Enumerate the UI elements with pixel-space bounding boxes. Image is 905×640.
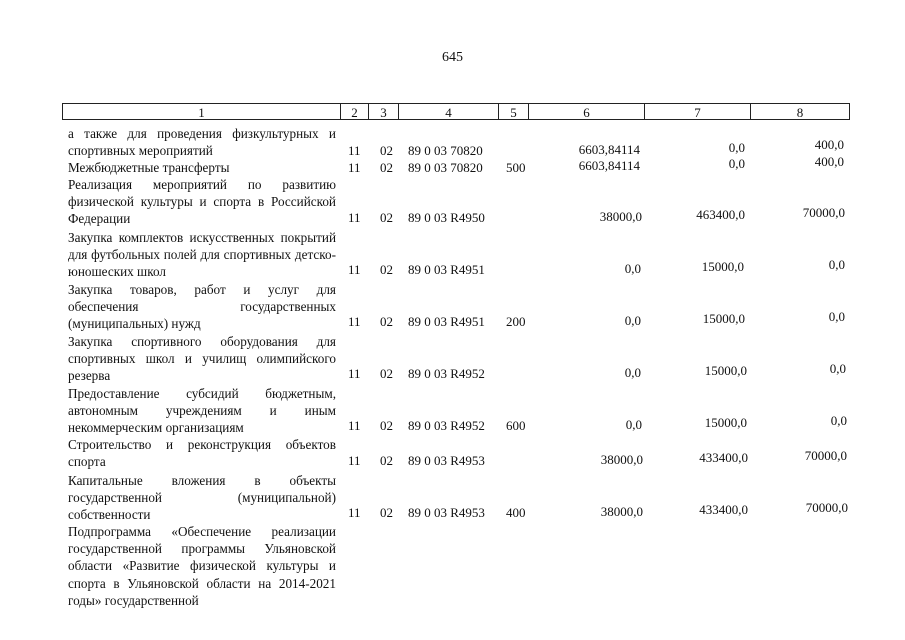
row-section: 11 bbox=[348, 418, 361, 433]
row-description: Строительство и реконструкция объектов спорта bbox=[68, 437, 336, 470]
row-expense-type: 600 bbox=[506, 418, 526, 433]
row-section: 11 bbox=[348, 366, 361, 381]
row-target-code: 89 0 03 R4953 bbox=[408, 505, 485, 520]
row-description: Подпрограмма «Обеспечение реализации государственной программы Ульяновской области «Развитие физической культуры и спорта в Ульяновской области на 2014-2021 годы» государственной bbox=[68, 524, 336, 608]
row-subsection: 02 bbox=[380, 314, 393, 329]
row-value-7: 0,0 bbox=[728, 156, 745, 171]
row-target-code: 89 0 03 R4950 bbox=[408, 210, 485, 225]
row-subsection: 02 bbox=[380, 262, 393, 277]
row-expense-type: 500 bbox=[506, 160, 526, 175]
row-value-7: 433400,0 bbox=[699, 450, 748, 465]
row-section: 11 bbox=[348, 262, 361, 277]
row-value-7: 463400,0 bbox=[696, 207, 745, 222]
row-value-6: 0,0 bbox=[624, 261, 641, 276]
header-col-1: 1 bbox=[62, 103, 340, 120]
row-section: 11 bbox=[348, 210, 361, 225]
row-description: Межбюджетные трансферты bbox=[68, 160, 230, 175]
row-target-code: 89 0 03 70820 bbox=[408, 143, 483, 158]
row-value-6: 6603,84114 bbox=[578, 142, 640, 157]
row-subsection: 02 bbox=[380, 453, 393, 468]
row-description: Капитальные вложения в объекты государственной (муниципальной) собственности bbox=[68, 473, 336, 523]
row-value-8: 0,0 bbox=[829, 361, 846, 376]
row-value-6: 0,0 bbox=[624, 313, 641, 328]
row-value-6: 38000,0 bbox=[600, 452, 643, 467]
row-value-7: 433400,0 bbox=[699, 502, 748, 517]
row-value-6: 0,0 bbox=[625, 417, 642, 432]
header-col-2: 2 bbox=[340, 103, 368, 120]
row-value-8: 0,0 bbox=[828, 309, 845, 324]
header-col-8: 8 bbox=[750, 103, 850, 120]
row-value-7: 15000,0 bbox=[704, 363, 747, 378]
row-target-code: 89 0 03 R4951 bbox=[408, 262, 485, 277]
row-target-code: 89 0 03 R4951 bbox=[408, 314, 485, 329]
row-value-7: 15000,0 bbox=[701, 259, 744, 274]
row-target-code: 89 0 03 70820 bbox=[408, 160, 483, 175]
row-subsection: 02 bbox=[380, 160, 393, 175]
row-value-8: 70000,0 bbox=[802, 205, 845, 220]
row-value-6: 38000,0 bbox=[600, 504, 643, 519]
row-section: 11 bbox=[348, 143, 361, 158]
row-description: Закупка товаров, работ и услуг для обеспечения государственных (муниципальных) нужд bbox=[68, 282, 336, 332]
row-value-6: 0,0 bbox=[624, 365, 641, 380]
row-subsection: 02 bbox=[380, 143, 393, 158]
row-section: 11 bbox=[348, 314, 361, 329]
page-number: 645 bbox=[442, 50, 463, 65]
row-subsection: 02 bbox=[380, 366, 393, 381]
row-expense-type: 400 bbox=[506, 505, 526, 520]
row-target-code: 89 0 03 R4952 bbox=[408, 366, 485, 381]
row-description: а также для проведения физкультурных и спортивных мероприятий bbox=[68, 126, 336, 159]
row-target-code: 89 0 03 R4953 bbox=[408, 453, 485, 468]
row-description: Реализация мероприятий по развитию физической культуры и спорта в Российской Федерации bbox=[68, 177, 336, 227]
row-value-7: 15000,0 bbox=[704, 415, 747, 430]
header-col-4: 4 bbox=[398, 103, 498, 120]
row-expense-type: 200 bbox=[506, 314, 526, 329]
row-value-8: 0,0 bbox=[830, 413, 847, 428]
row-value-8: 70000,0 bbox=[805, 500, 848, 515]
row-value-8: 400,0 bbox=[814, 137, 844, 152]
header-col-5: 5 bbox=[498, 103, 528, 120]
row-description: Закупка спортивного оборудования для спортивных школ и училищ олимпийского резерва bbox=[68, 334, 336, 384]
row-subsection: 02 bbox=[380, 418, 393, 433]
row-value-8: 0,0 bbox=[828, 257, 845, 272]
row-description: Предоставление субсидий бюджетным, автономным учреждениям и иным некоммерческим организациям bbox=[68, 386, 336, 436]
row-value-7: 0,0 bbox=[728, 140, 745, 155]
row-value-7: 15000,0 bbox=[702, 311, 745, 326]
row-subsection: 02 bbox=[380, 505, 393, 520]
row-section: 11 bbox=[348, 160, 361, 175]
row-value-8: 70000,0 bbox=[804, 448, 847, 463]
table-header bbox=[0, 103, 905, 121]
row-section: 11 bbox=[348, 505, 361, 520]
header-col-3: 3 bbox=[368, 103, 398, 120]
header-col-7: 7 bbox=[644, 103, 750, 120]
row-value-6: 38000,0 bbox=[599, 209, 642, 224]
row-description: Закупка комплектов искусственных покрытий для футбольных полей для спортивных детско-юношеских школ bbox=[68, 230, 336, 280]
row-value-6: 6603,84114 bbox=[578, 158, 640, 173]
header-col-6: 6 bbox=[528, 103, 644, 120]
row-section: 11 bbox=[348, 453, 361, 468]
row-target-code: 89 0 03 R4952 bbox=[408, 418, 485, 433]
row-subsection: 02 bbox=[380, 210, 393, 225]
row-value-8: 400,0 bbox=[814, 154, 844, 169]
